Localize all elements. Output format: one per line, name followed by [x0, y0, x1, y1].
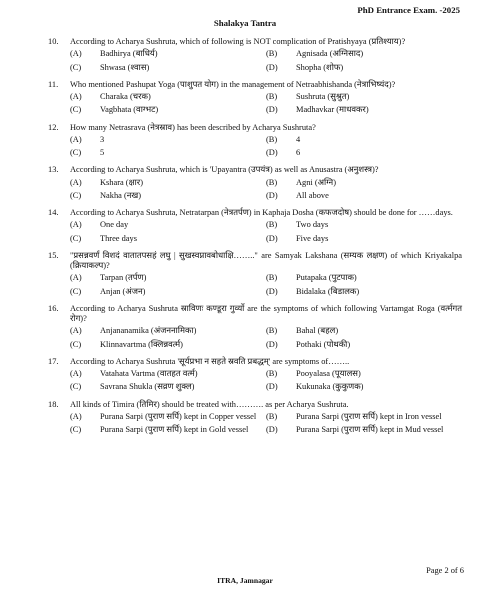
option-row: [70, 382, 462, 392]
option-label: (C): [70, 62, 82, 72]
option-label: (D): [266, 425, 278, 434]
option-label: (A): [70, 177, 82, 187]
option-list: [70, 178, 462, 202]
question-header: [48, 400, 462, 410]
option-text: Purana Sarpi (पुराण सर्पि) kept in Gold vessel: [100, 425, 249, 434]
answer-option: [70, 63, 266, 73]
answer-option: [266, 234, 462, 244]
answer-option: [70, 287, 266, 297]
option-label: (A): [70, 326, 82, 336]
option-row: [70, 273, 462, 283]
option-text: Pothaki (पोथकी): [296, 339, 351, 349]
answer-option: [70, 191, 266, 201]
option-list: [70, 92, 462, 116]
answer-option: [70, 178, 266, 188]
exam-title: PhD Entrance Exam. -2025: [357, 5, 460, 15]
option-label: (A): [70, 273, 82, 283]
option-text: Anjan (अंजन): [100, 286, 146, 296]
question-text: According to Acharya Sushruta, which is 'Upayantra (उपयंत्र) as well as Anusastra (अनुशस्त्र)?: [70, 165, 379, 175]
question-item: [48, 208, 462, 244]
option-text: All above: [296, 190, 329, 200]
option-text: Putapaka (पुटपाक): [296, 273, 357, 283]
answer-option: [70, 92, 266, 102]
option-text: Savrana Shukla (सव्रण शुक्ल): [100, 382, 195, 392]
answer-option: [70, 105, 266, 115]
answer-option: [70, 148, 266, 158]
option-label: (A): [70, 411, 82, 421]
option-label: (A): [70, 369, 82, 378]
question-item: [48, 123, 462, 159]
option-label: (B): [266, 369, 278, 378]
question-header: [48, 251, 462, 272]
option-label: (D): [266, 233, 278, 243]
question-text: According to Acharya Sushruta स्राविणः कण्डूरा गुर्व्यो are the symptoms of which following Vartamgat Roga (वर्त्मगत रोग)?: [70, 303, 462, 323]
option-label: (C): [70, 425, 82, 434]
option-text: Anjananamika (अंजननामिका): [100, 326, 197, 336]
answer-option: [266, 148, 462, 158]
option-text: Bahal (बहल): [296, 326, 339, 336]
option-label: (B): [266, 220, 278, 230]
option-text: Shopha (शोफ): [296, 62, 344, 72]
answer-option: [266, 135, 462, 145]
option-text: Pooyalasa (पूयालस): [296, 369, 361, 378]
option-text: Vagbhata (वाग्भट): [100, 105, 159, 115]
answer-option: [266, 49, 462, 59]
option-text: One day: [100, 220, 129, 230]
option-row: [70, 178, 462, 188]
option-row: [70, 326, 462, 336]
option-row: [70, 148, 462, 158]
question-number: 18.: [48, 399, 59, 409]
question-header: [48, 37, 462, 47]
option-text: Vatahata Vartma (वातहत वर्त्म): [100, 369, 198, 378]
question-number: 11.: [48, 79, 59, 89]
option-label: (D): [266, 339, 278, 349]
option-text: Agni (अग्नि): [296, 177, 336, 187]
option-text: Bidalaka (बिडालक): [296, 286, 360, 296]
option-text: Agnisada (अग्निसाद): [296, 49, 364, 59]
option-text: 3: [100, 134, 105, 144]
institute-name: ITRA, Jamnagar: [217, 576, 273, 585]
answer-option: [266, 191, 462, 201]
answer-option: [70, 234, 266, 244]
option-list: [70, 220, 462, 244]
option-label: (D): [266, 190, 278, 200]
answer-option: [266, 382, 462, 392]
option-list: [70, 273, 462, 297]
option-text: Kshara (क्षार): [100, 177, 143, 187]
option-row: [70, 234, 462, 244]
option-text: Five days: [296, 233, 329, 243]
option-row: [70, 425, 462, 435]
option-text: Purana Sarpi (पुराण सर्पि) kept in Mud vessel: [296, 425, 444, 434]
option-row: [70, 92, 462, 102]
answer-option: [266, 220, 462, 230]
answer-option: [70, 382, 266, 392]
page-number: Page 2 of 6: [426, 566, 464, 575]
answer-option: [266, 178, 462, 188]
answer-option: [266, 92, 462, 102]
question-item: [48, 37, 462, 73]
option-label: (A): [70, 49, 82, 59]
answer-option: [70, 326, 266, 336]
answer-option: [70, 273, 266, 283]
option-label: (B): [266, 92, 278, 101]
question-item: [48, 165, 462, 201]
option-text: 6: [296, 148, 301, 157]
question-text: According to Acharya Sushruta 'सूर्यप्रभा न सहते स्रवति प्रबद्धम्' are symptoms of……..: [70, 356, 350, 366]
option-label: (D): [266, 382, 278, 392]
option-label: (C): [70, 233, 82, 243]
option-label: (C): [70, 286, 82, 296]
option-row: [70, 191, 462, 201]
question-number: 13.: [48, 165, 59, 175]
answer-option: [266, 326, 462, 336]
option-label: (D): [266, 148, 278, 157]
answer-option: [70, 369, 266, 379]
answer-option: [266, 412, 462, 422]
subject-title: Shalakya Tantra: [213, 18, 277, 28]
option-label: (C): [70, 339, 82, 349]
question-header: [48, 357, 462, 367]
option-row: [70, 369, 462, 379]
answer-option: [266, 273, 462, 283]
option-row: [70, 220, 462, 230]
question-number: 14.: [48, 208, 59, 217]
option-text: Purana Sarpi (पुराण सर्पि) kept in Copper vessel: [100, 411, 257, 421]
option-text: 5: [100, 148, 105, 157]
option-text: Sushruta (सुश्रुत): [296, 92, 350, 101]
answer-option: [70, 425, 266, 435]
question-header: [48, 123, 462, 133]
question-header: [48, 80, 462, 90]
option-label: (B): [266, 411, 278, 421]
option-text: Two days: [296, 220, 329, 230]
question-number: 12.: [48, 122, 59, 132]
option-text: Shwasa (श्वास): [100, 62, 150, 72]
question-item: [48, 357, 462, 393]
question-item: [48, 80, 462, 116]
question-number: 15.: [48, 250, 59, 260]
option-text: Tarpan (तर्पण): [100, 273, 147, 283]
question-number: 16.: [48, 303, 59, 313]
answer-option: [266, 105, 462, 115]
answer-option: [70, 49, 266, 59]
answer-option: [266, 287, 462, 297]
option-label: (C): [70, 105, 82, 115]
option-label: (D): [266, 62, 278, 72]
option-row: [70, 287, 462, 297]
option-label: (A): [70, 92, 82, 101]
option-row: [70, 49, 462, 59]
option-list: [70, 412, 462, 436]
option-label: (B): [266, 177, 278, 187]
option-label: (D): [266, 286, 278, 296]
option-text: Kukunaka (कुकुणक): [296, 382, 364, 392]
option-text: 4: [296, 134, 301, 144]
option-text: Madhavkar (माधवकर): [296, 105, 369, 115]
option-label: (A): [70, 220, 82, 230]
option-row: [70, 105, 462, 115]
option-text: Klinnavartma (क्लिन्नवर्त्म): [100, 339, 183, 349]
option-label: (D): [266, 105, 278, 115]
option-text: Charaka (चरक): [100, 92, 151, 101]
option-text: Nakha (नख): [100, 190, 142, 200]
question-item: [48, 251, 462, 297]
question-header: [48, 165, 462, 175]
option-row: [70, 63, 462, 73]
question-header: [48, 304, 462, 325]
option-label: (B): [266, 49, 278, 59]
option-label: (B): [266, 273, 278, 283]
option-label: (A): [70, 134, 82, 144]
question-text: "प्रसन्नवर्णं विशदं वातातपसहं लघु | सुखस्वप्नावबोधाक्षि…….." are Samyak Lakshana (सम्यक लक्षण) of which Kriyakalpa (क्रियाकल्प)?: [70, 250, 462, 270]
option-label: (B): [266, 326, 278, 336]
option-row: [70, 340, 462, 350]
option-text: Purana Sarpi (पुराण सर्पि) kept in Iron vessel: [296, 411, 442, 421]
answer-option: [266, 63, 462, 73]
option-label: (C): [70, 148, 82, 157]
question-text: All kinds of Timira (तिमिर) should be treated with………. as per Acharya Sushruta.: [70, 399, 349, 409]
answer-option: [266, 369, 462, 379]
answer-option: [70, 412, 266, 422]
option-label: (C): [70, 190, 82, 200]
question-header: [48, 208, 462, 218]
answer-option: [70, 135, 266, 145]
answer-option: [266, 425, 462, 435]
option-row: [70, 135, 462, 145]
option-text: Badhirya (बाधिर्य): [100, 49, 158, 59]
question-text: According to Acharya Sushruta, Netratarpan (नेत्रतर्पण) in Kaphaja Dosha (कफजदोष) should be done for ……days.: [70, 208, 453, 217]
question-item: [48, 400, 462, 436]
option-label: (C): [70, 382, 82, 392]
question-number: 10.: [48, 37, 59, 46]
question-text: Who mentioned Pashupat Yoga (पाशुपत योग) in the management of Netraabhishanda (नेत्राभिष्यंद)?: [70, 79, 396, 89]
question-item: [48, 304, 462, 350]
option-list: [70, 369, 462, 393]
answer-option: [266, 340, 462, 350]
option-list: [70, 135, 462, 159]
question-list: [48, 37, 462, 442]
question-text: How many Netrasrava (नेत्रस्राव) has been described by Acharya Sushruta?: [70, 122, 316, 132]
question-number: 17.: [48, 356, 59, 366]
option-row: [70, 412, 462, 422]
question-text: According to Acharya Sushruta, which of following is NOT complication of Pratishyaya (प्रतिश्याय)?: [70, 37, 406, 46]
option-label: (B): [266, 134, 278, 144]
answer-option: [70, 340, 266, 350]
option-text: Three days: [100, 233, 137, 243]
answer-option: [70, 220, 266, 230]
option-list: [70, 326, 462, 350]
option-list: [70, 49, 462, 73]
